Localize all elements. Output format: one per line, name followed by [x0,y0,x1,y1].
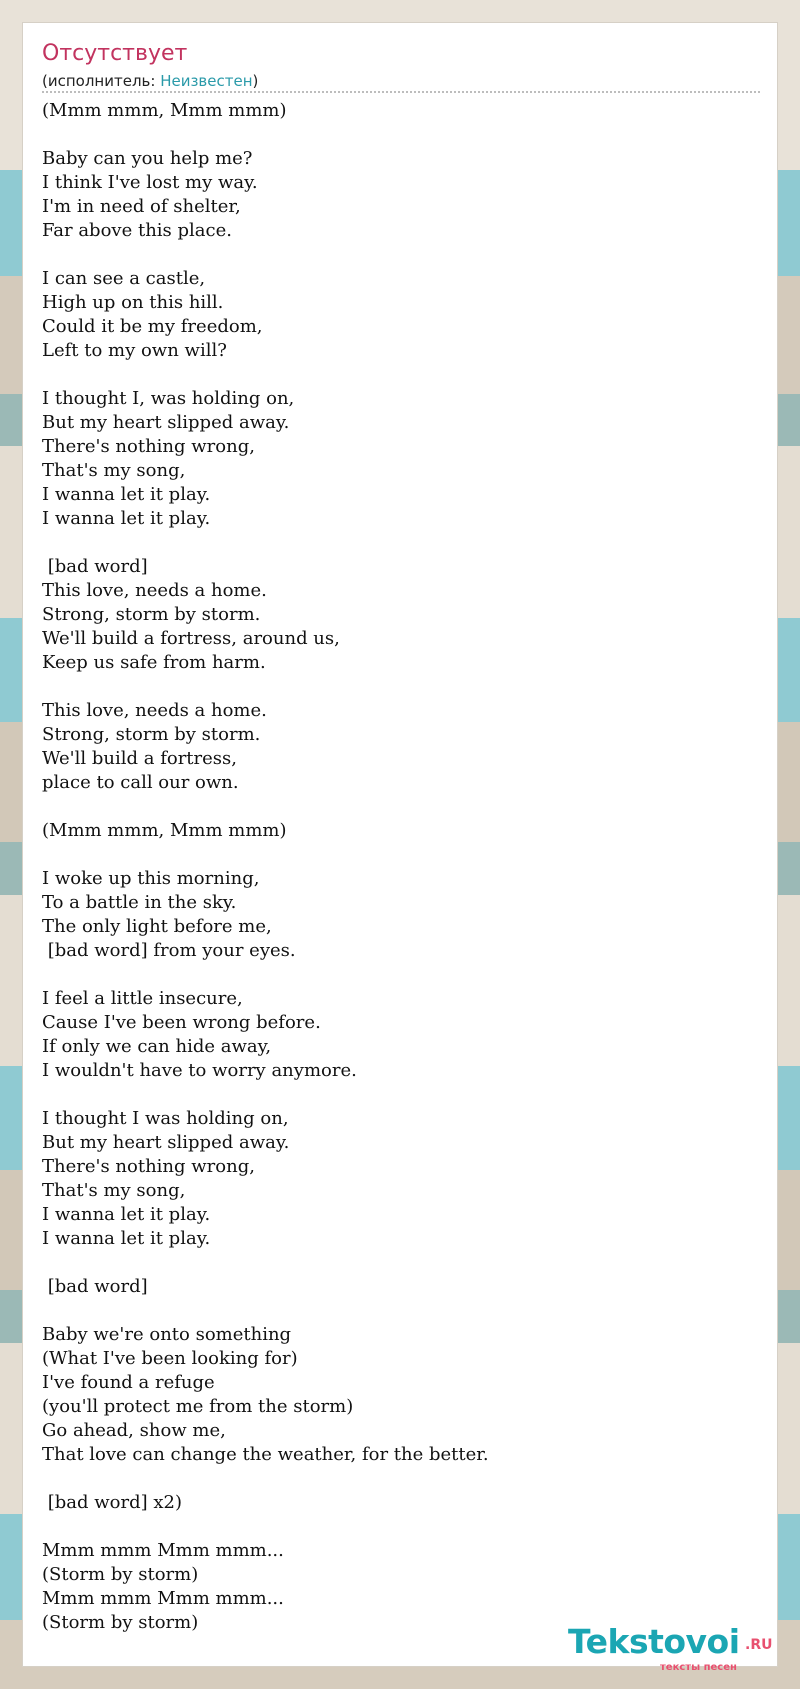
lyric-line: Baby can you help me? [42,148,253,169]
lyric-line: I've found a refuge [42,1372,215,1393]
lyric-line: This love, needs a home. [42,580,267,601]
lyric-line: There's nothing wrong, [42,436,255,457]
lyric-line: (Mmm mmm, Mmm mmm) [42,100,287,121]
title-divider [42,91,760,93]
lyric-line: But my heart slipped away. [42,1132,290,1153]
lyric-line: If only we can hide away, [42,1036,272,1057]
lyric-line: Strong, storm by storm. [42,724,261,745]
lyric-line: (Storm by storm) [42,1612,199,1633]
lyric-line: I think I've lost my way. [42,172,258,193]
lyric-line: Could it be my freedom, [42,316,263,337]
logo-domain: .RU [745,1637,773,1653]
lyric-line: I wanna let it play. [42,508,211,529]
lyric-line: Far above this place. [42,220,232,241]
lyric-line: [bad word] x2) [42,1492,182,1513]
lyric-line: I can see a castle, [42,268,206,289]
artist-line [42,72,258,90]
logo-tagline: тексты песен [660,1662,737,1673]
artist-suffix: ) [252,72,259,90]
lyric-line: To a battle in the sky. [42,892,237,913]
lyric-line: (Mmm mmm, Mmm mmm) [42,820,287,841]
lyric-line: Left to my own will? [42,340,227,361]
lyric-line: [bad word] [42,556,148,577]
lyric-line: I feel a little insecure, [42,988,243,1009]
lyrics-card [22,22,778,1667]
lyric-line: Strong, storm by storm. [42,604,261,625]
lyric-line: Baby we're onto something [42,1324,292,1345]
lyric-line: High up on this hill. [42,292,224,313]
lyric-line: (What I've been looking for) [42,1348,298,1369]
lyric-line: I thought I, was holding on, [42,388,295,409]
lyric-line: I wanna let it play. [42,484,211,505]
lyric-line: Go ahead, show me, [42,1420,226,1441]
lyric-line: There's nothing wrong, [42,1156,255,1177]
lyric-line: Mmm mmm Mmm mmm... [42,1540,284,1561]
lyric-line: I woke up this morning, [42,868,260,889]
lyric-line: The only light before me, [42,916,272,937]
site-logo[interactable] [568,1622,773,1672]
lyric-line: But my heart slipped away. [42,412,290,433]
lyric-line: Mmm mmm Mmm mmm... [42,1588,284,1609]
lyrics-text [42,99,762,1635]
lyric-line: We'll build a fortress, around us, [42,628,340,649]
lyric-line: I'm in need of shelter, [42,196,241,217]
lyric-line: We'll build a fortress, [42,748,237,769]
song-title: Отсутствует [42,41,188,66]
lyric-line: I wanna let it play. [42,1204,211,1225]
lyric-line: I thought I was holding on, [42,1108,289,1129]
lyric-line: That's my song, [42,460,186,481]
lyric-line: That love can change the weather, for the better. [42,1444,489,1465]
lyric-line: (Storm by storm) [42,1564,199,1585]
lyric-line: [bad word] [42,1276,148,1297]
lyric-line: [bad word] from your eyes. [42,940,296,961]
lyric-line: That's my song, [42,1180,186,1201]
lyric-line: I wanna let it play. [42,1228,211,1249]
lyric-line: I wouldn't have to worry anymore. [42,1060,357,1081]
artist-link[interactable]: Неизвестен [160,72,253,90]
lyric-line: (you'll protect me from the storm) [42,1396,354,1417]
lyric-line: Keep us safe from harm. [42,652,266,673]
lyric-line: This love, needs a home. [42,700,267,721]
artist-prefix: (исполнитель: [42,72,161,90]
logo-wordmark: Tekstovoi [568,1622,740,1661]
lyric-line: Cause I've been wrong before. [42,1012,321,1033]
lyric-line: place to call our own. [42,772,239,793]
